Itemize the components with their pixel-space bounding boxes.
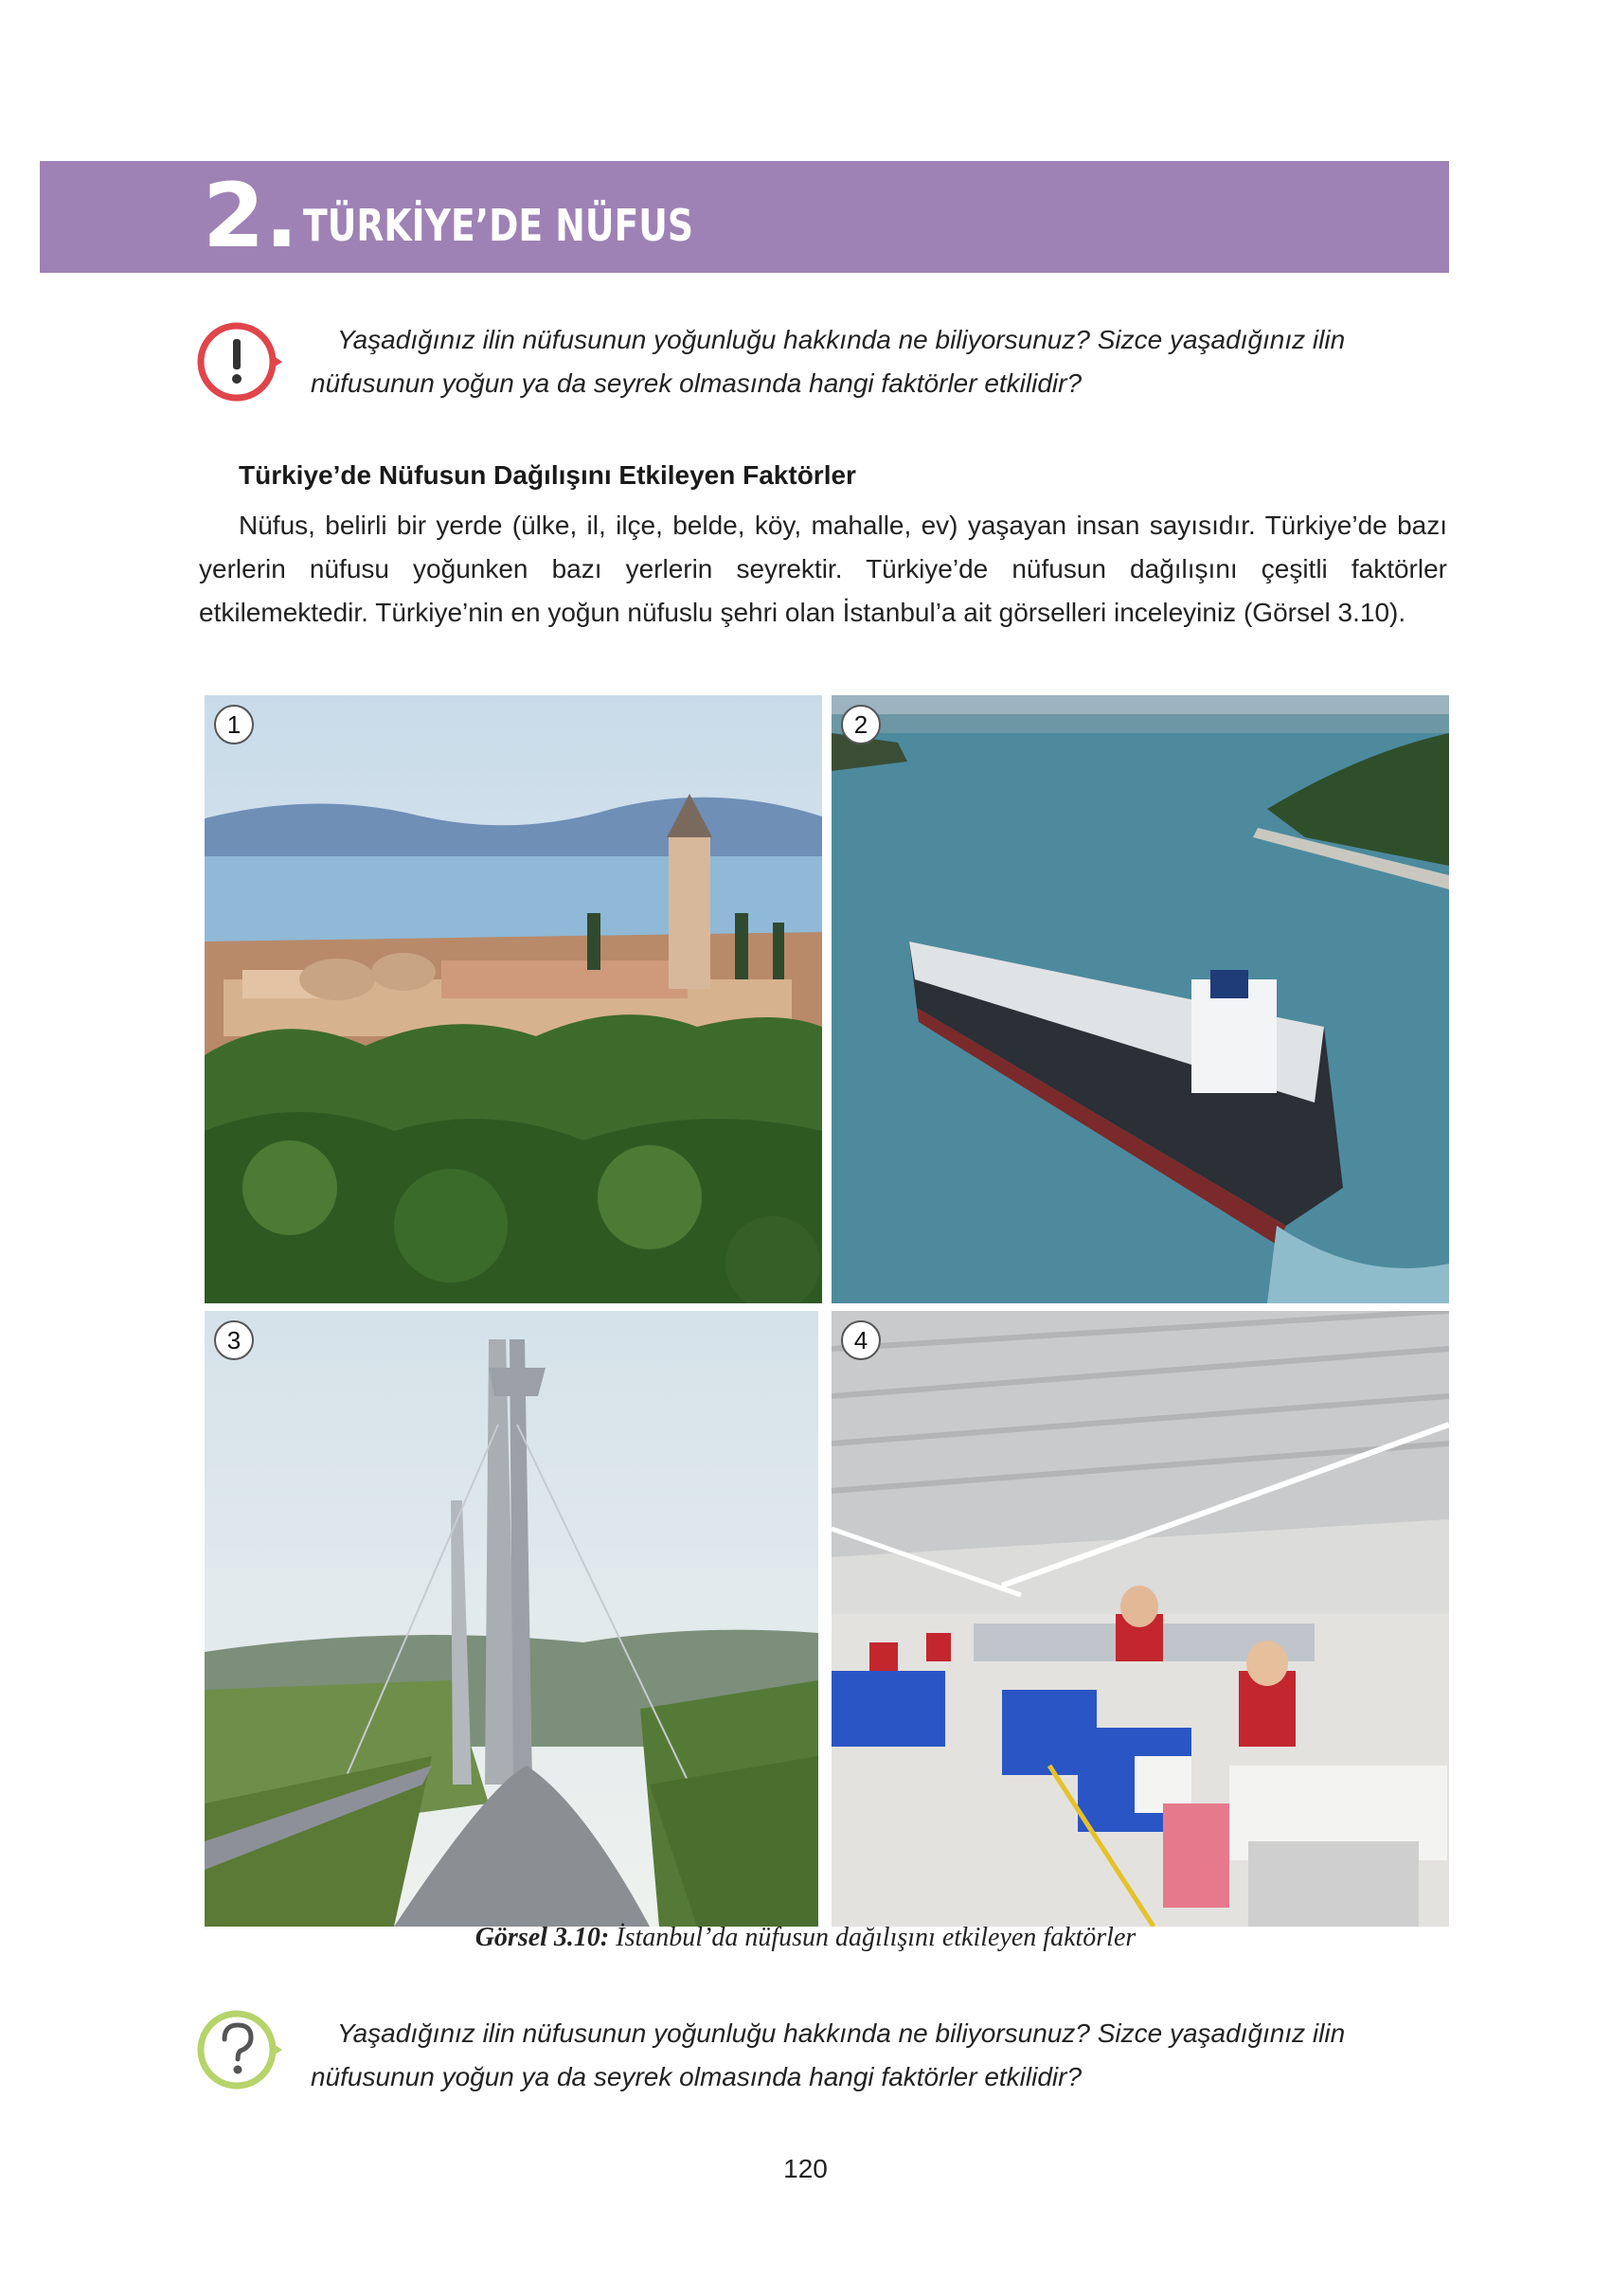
photo-number-3: 3 <box>214 1320 254 1360</box>
question-callout-text <box>311 2012 1449 2099</box>
warning-callout-line2: nüfusunun yoğun ya da seyrek olmasında hangi faktörler etkilidir? <box>311 368 1083 398</box>
photo-grid <box>205 695 1449 1927</box>
photo-number-4: 4 <box>841 1320 881 1360</box>
section-paragraph <box>199 504 1447 635</box>
chapter-banner <box>40 161 1449 273</box>
warning-callout-text <box>311 318 1449 405</box>
tanker-ship-in-strait-photo <box>832 695 1449 1303</box>
warning-callout-line1: Yaşadığınız ilin nüfusunun yoğunluğu hakkında ne biliyorsunuz? Sizce yaşadığınız ilin <box>337 325 1346 354</box>
question-callout-line1: Yaşadığınız ilin nüfusunun yoğunluğu hakkında ne biliyorsunuz? Sizce yaşadığınız ilin <box>337 2018 1346 2048</box>
chapter-title: TÜRKİYE’DE NÜFUS <box>303 200 694 251</box>
caption-label: Görsel 3.10: <box>474 1923 610 1952</box>
photo-number-1: 1 <box>214 705 254 744</box>
question-callout-line2: nüfusunun yoğun ya da seyrek olmasında hangi faktörler etkilidir? <box>311 2062 1083 2091</box>
textile-factory-photo <box>832 1311 1449 1927</box>
caption-text: İstanbul’da nüfusun dağılışını etkileyen faktörler <box>616 1923 1137 1952</box>
figure-caption <box>0 1923 1611 1953</box>
suspension-bridge-photo <box>205 1311 818 1927</box>
exclamation-icon <box>195 318 282 405</box>
page-number: 120 <box>783 2154 828 2183</box>
section-paragraph-text: Nüfus, belirli bir yerde (ülke, il, ilçe, belde, köy, mahalle, ev) yaşayan insan sayısıdır. Türkiye’de bazı yerlerin nüfusu yoğunken bazı yerlerin seyrektir. Türkiye’de nüfusun dağılışını çeşitli faktörler etkilemektedir. Türkiye’nin en yoğun nüfuslu şehri olan İstanbul’a ait görselleri inceleyiniz (Görsel 3.10). <box>199 511 1447 627</box>
section-heading: Türkiye’de Nüfusun Dağılışını Etkileyen Faktörler <box>239 460 856 490</box>
palace-on-hill-photo <box>205 695 822 1303</box>
question-mark-icon <box>195 2006 282 2093</box>
chapter-number: 2. <box>203 165 299 268</box>
photo-number-2: 2 <box>841 705 881 744</box>
